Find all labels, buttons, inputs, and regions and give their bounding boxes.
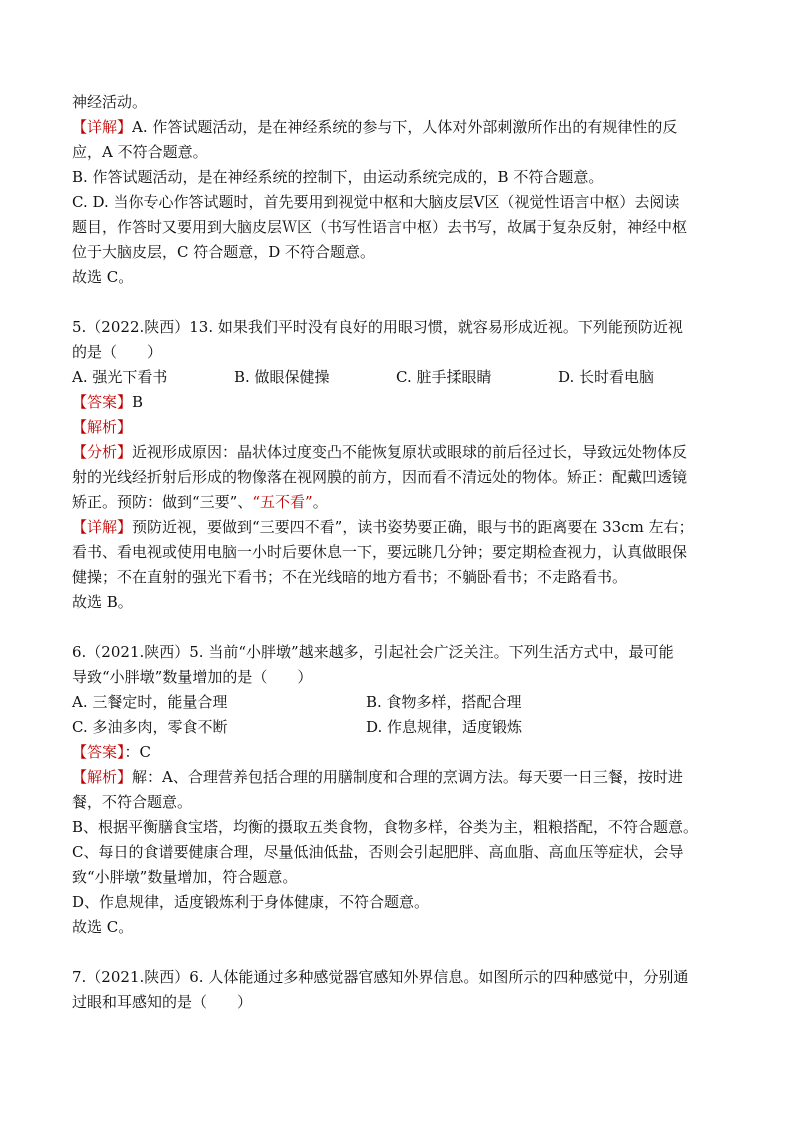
text-line: 健操；不在直射的强光下看书；不在光线暗的地方看书；不躺卧看书；不走路看书。 [72, 568, 628, 586]
detail-text: 预防近视，要做到“三要四不看”，读书姿势要正确，眼与书的距离要在 33cm 左右； [132, 518, 694, 536]
option-d: D. 长时看电脑 [558, 368, 655, 386]
text-line: 餐，不符合题意。 [72, 793, 193, 811]
question-6-options-row1 [72, 690, 732, 715]
document-page [72, 90, 732, 1015]
detail-tag: 【详解】 [72, 518, 133, 536]
question-7-stem-cont: 过眼和耳感知的是（ ） [72, 993, 253, 1011]
question-6-stem-cont: 导致“小胖墩”数量增加的是（ ） [72, 668, 313, 686]
detail-paragraph [72, 115, 732, 140]
highlight-text: “五不看” [252, 493, 313, 511]
answer-tag: 【答案】 [72, 393, 133, 411]
conclusion: 故选 C。 [72, 268, 134, 286]
text-line: 位于大脑皮层，C 符合题意，D 不符合题意。 [72, 243, 376, 261]
detail-paragraph [72, 515, 732, 540]
option-b: B. 食物多样，搭配合理 [366, 693, 522, 711]
option-c: C. 脏手揉眼睛 [396, 368, 492, 386]
fenxi-paragraph [72, 440, 732, 465]
answer-value: B [132, 393, 144, 411]
question-5-options [72, 365, 732, 390]
spacer [72, 940, 732, 965]
answer-tag: 【答案】 [72, 743, 125, 761]
text-line: C、每日的食谱要健康合理，尽量低油低盐，否则会引起肥胖、高血脂、高血压等症状，会导 [72, 843, 684, 861]
spacer [72, 290, 732, 315]
fenxi-tag: 【分析】 [72, 443, 133, 461]
analysis-text: 解：A、合理营养包括合理的用膳制度和合理的烹调方法。每天要一日三餐，按时进 [132, 768, 683, 786]
answer-line [72, 390, 732, 415]
question-5-stem: 5.（2022.陕西）13. 如果我们平时没有良好的用眼习惯，就容易形成近视。下列能预防近视 [72, 318, 683, 336]
analysis-paragraph [72, 765, 732, 790]
question-6-options-row2 [72, 715, 732, 740]
fenxi-text: 近视形成原因：晶状体过度变凸不能恢复原状或眼球的前后径过长，导致远处物体反 [132, 443, 688, 461]
detail-text: A. 作答试题活动，是在神经系统的参与下，人体对外部刺激所作出的有规律性的反 [132, 118, 678, 136]
text-line: 题目，作答时又要用到大脑皮层Ｗ区（书写性语言中枢）去书写，故属于复杂反射，神经中枢 [72, 218, 688, 236]
question-6-stem: 6.（2021.陕西）5. 当前“小胖墩”越来越多，引起社会广泛关注。下列生活方式中，最可能 [72, 643, 674, 661]
option-c: C. 多油多肉，零食不断 [72, 718, 228, 736]
analysis-tag: 【解析】 [72, 418, 133, 436]
text-line: B、根据平衡膳食宝塔，均衡的摄取五类食物，食物多样，谷类为主，粗粮搭配，不符合题意。 [72, 818, 699, 836]
conclusion: 故选 B。 [72, 593, 133, 611]
option-b: B. 做眼保健操 [234, 368, 330, 386]
option-a: A. 强光下看书 [72, 368, 168, 386]
detail-tag: 【详解】 [72, 118, 133, 136]
fenxi-text: 矫正。预防：做到“三要”、 [72, 493, 253, 511]
option-d: D. 作息规律，适度锻炼 [366, 718, 523, 736]
text-line: B. 作答试题活动，是在神经系统的控制下，由运动系统完成的，B 不符合题意。 [72, 168, 604, 186]
fenxi-text: 。 [312, 493, 328, 511]
analysis-tag: 【解析】 [72, 768, 133, 786]
text-line [72, 490, 732, 515]
answer-value: ：C [124, 743, 151, 761]
text-line: 看书、看电视或使用电脑一小时后要休息一下，要远眺几分钟；要定期检查视力，认真做眼保 [72, 543, 688, 561]
text-line: 致“小胖墩”数量增加，符合题意。 [72, 868, 298, 886]
text-line: 应，A 不符合题意。 [72, 143, 208, 161]
text-line: D、作息规律，适度锻炼利于身体健康，不符合题意。 [72, 893, 430, 911]
question-7-stem: 7.（2021.陕西）6. 人体能通过多种感觉器官感知外界信息。如图所示的四种感觉中，分别通 [72, 968, 689, 986]
text-line: 神经活动。 [72, 93, 148, 111]
option-a: A. 三餐定时，能量合理 [72, 693, 228, 711]
question-5-stem-cont: 的是（ ） [72, 343, 163, 361]
answer-line [72, 740, 732, 765]
conclusion: 故选 C。 [72, 918, 134, 936]
text-line: 射的光线经折射后形成的物像落在视网膜的前方，因而看不清远处的物体。矫正：配戴凹透镜 [72, 468, 688, 486]
analysis-line [72, 415, 732, 440]
spacer [72, 615, 732, 640]
text-line: C. D. 当你专心作答试题时，首先要用到视觉中枢和大脑皮层Ⅴ区（视觉性语言中枢）去阅读 [72, 193, 680, 211]
